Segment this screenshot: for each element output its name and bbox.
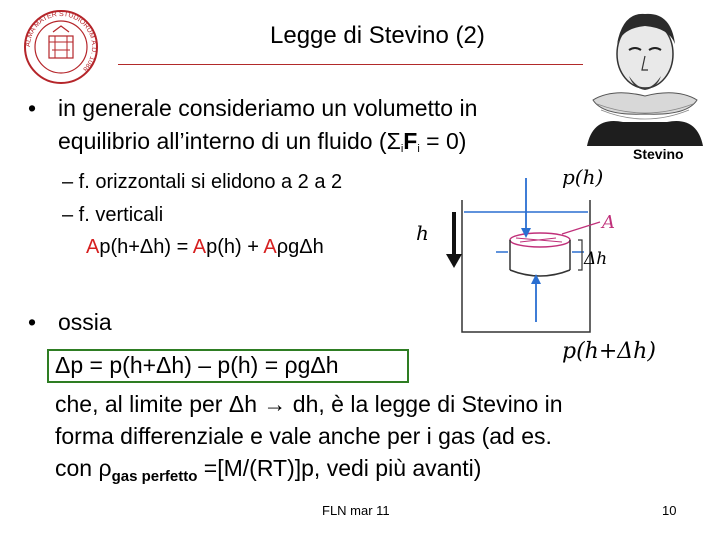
conclusion-line-1: che, al limite per Δh → dh, è la legge di Stevino in [55,391,563,417]
bullet-1-line-2: equilibrio all’interno di un fluido $(\Sigma_iF_i = 0)$ [58,128,467,155]
subitem-vertical-forces: – f. verticali [62,204,164,226]
label-h: h [416,221,429,245]
footer-course-date: FLN mar 11 [322,503,390,518]
page-title: Legge di Stevino (2) [270,22,485,49]
bullet-2-line-1: ossia [58,309,112,335]
title-divider [118,64,583,65]
seal-ring-text: ALMA MATER STUDIORUM A.D. 1088 [24,10,98,73]
conclusion-line-2: forma differenziale e vale anche per i gas (ad es. [55,423,552,449]
label-delta-h: Δh [584,249,608,269]
bullet-marker-1: • [28,95,37,121]
subitem-horizontal-forces: – f. orizzontali si elidono a 2 a 2 [62,171,343,193]
stevino-force-balance: Ap(h+Δh) = Ap(h) + AρgΔh [86,236,324,258]
label-p-h: p(h) [562,165,604,189]
label-area-A: A [602,212,615,233]
bullet-marker-2: • [28,309,37,335]
university-seal-logo [22,8,100,86]
portrait-caption: Stevino [633,146,684,162]
conclusion-line-3: con $\rho_{gas perfetto} =[M/(RT)]p$, vedi più avanti) [55,455,482,485]
fluid-volume-diagram [412,160,656,372]
page-number: 10 [662,503,677,518]
bullet-1-line-1: in generale consideriamo un volumetto in [58,95,478,121]
boxed-equation: Δp = p(h+Δh) – p(h) = ρgΔh [55,352,339,378]
label-p-h-dh: p(h+Δh) [562,339,656,364]
stevino-portrait [583,4,707,146]
